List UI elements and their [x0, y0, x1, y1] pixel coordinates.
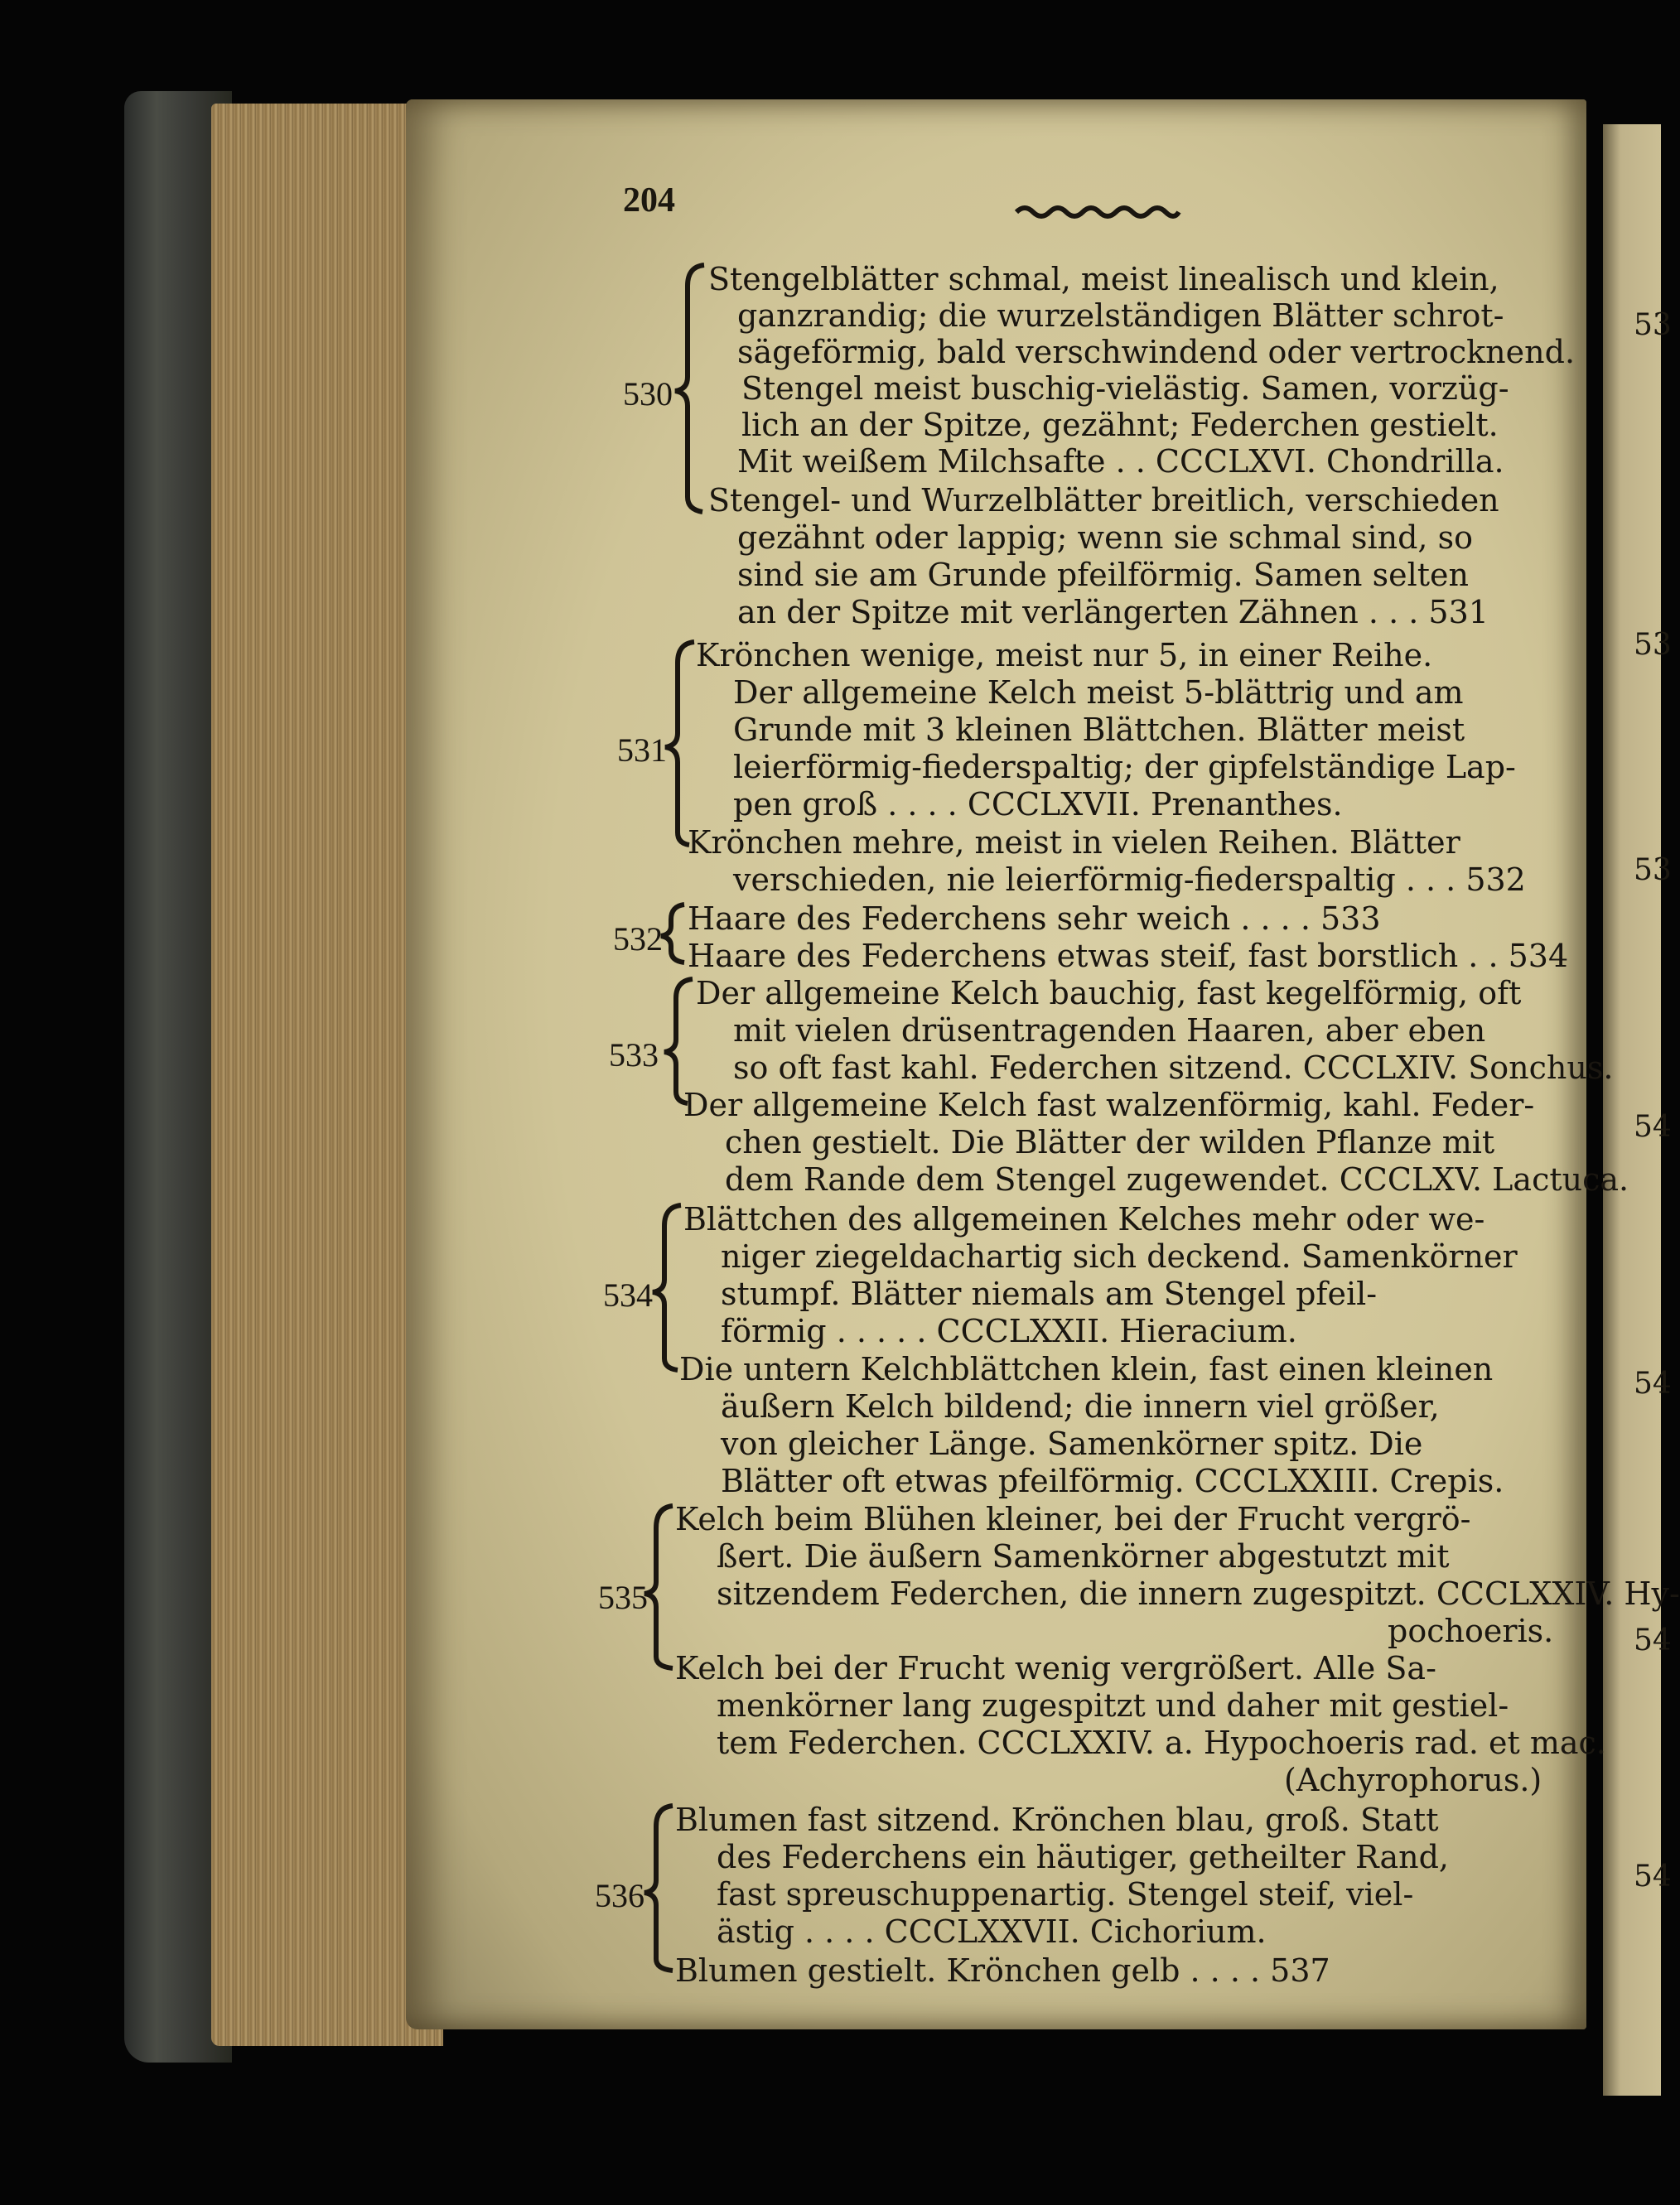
text-line: Der allgemeine Kelch bauchig, fast kegelförmig, oft	[696, 975, 1522, 1011]
brace	[644, 1806, 673, 1971]
couplet-number: 530	[623, 375, 673, 413]
text-line: Blumen fast sitzend. Krönchen blau, groß. Statt	[675, 1802, 1439, 1838]
text-line: Haare des Federchens sehr weich . . . . 533	[688, 900, 1381, 937]
text-line: Stengel meist buschig-vielästig. Samen, vorzüg-	[741, 370, 1509, 407]
page-number: 204	[623, 181, 675, 220]
text-line: sitzendem Federchen, die innern zugespitzt. CCCLXXIV. Hy-	[717, 1575, 1680, 1612]
text-line: lich an der Spitze, gezähnt; Federchen gestielt.	[741, 407, 1499, 443]
text-line: gezähnt oder lappig; wenn sie schmal sind, so	[737, 519, 1473, 556]
text-line: Der allgemeine Kelch meist 5-blättrig und am	[733, 674, 1464, 711]
couplet-number: 535	[598, 1579, 648, 1616]
couplet-number: 532	[613, 920, 663, 958]
text-line: dem Rande dem Stengel zugewendet. CCCLXV. Lactuca.	[725, 1161, 1629, 1198]
text-line: Blumen gestielt. Krönchen gelb . . . . 537	[675, 1952, 1330, 1989]
text-line: Stengelblätter schmal, meist linealisch und klein,	[708, 261, 1499, 297]
text-line: chen gestielt. Die Blätter der wilden Pflanze mit	[725, 1124, 1495, 1160]
facing-page-number: 53	[1634, 853, 1672, 887]
text-line: sind sie am Grunde pfeilförmig. Samen selten	[737, 557, 1469, 593]
text-line: Krönchen wenige, meist nur 5, in einer Reihe.	[696, 637, 1433, 673]
text-line: Stengel- und Wurzelblätter breitlich, verschieden	[708, 482, 1499, 519]
brace	[675, 265, 704, 512]
text-line: ganzrandig; die wurzelständigen Blätter schrot-	[737, 297, 1504, 334]
text-line: verschieden, nie leierförmig-fiederspaltig . . . 532	[733, 861, 1526, 898]
brace	[644, 1506, 673, 1668]
text-line: von gleicher Länge. Samenkörner spitz. Die	[721, 1426, 1423, 1462]
couplet-number: 534	[603, 1276, 653, 1314]
text-line: menkörner lang zugespitzt und daher mit gestiel-	[717, 1687, 1509, 1724]
couplet-number: 533	[609, 1036, 659, 1074]
facing-page-number: 54	[1634, 1624, 1672, 1657]
text-line: förmig . . . . . CCCLXXII. Hieracium.	[721, 1313, 1297, 1349]
text-line: sägeförmig, bald verschwindend oder vertrocknend.	[737, 334, 1576, 370]
brace	[665, 642, 694, 845]
text-line: Blätter oft etwas pfeilförmig. CCCLXXIII. Crepis.	[721, 1463, 1504, 1499]
text-line: Die untern Kelchblättchen klein, fast einen kleinen	[679, 1351, 1494, 1387]
text-line: Blättchen des allgemeinen Kelches mehr oder we-	[683, 1201, 1485, 1238]
text-line: äußern Kelch bildend; die innern viel größer,	[721, 1388, 1440, 1425]
brace	[661, 905, 684, 963]
text-line: pochoeris.	[1388, 1613, 1554, 1649]
text-line: stumpf. Blätter niemals am Stengel pfeil-	[721, 1276, 1378, 1312]
text-line: so oft fast kahl. Federchen sitzend. CCCLXIV. Sonchus.	[733, 1049, 1614, 1086]
text-line: pen groß . . . . CCCLXVII. Prenanthes.	[733, 786, 1343, 823]
text-line: ästig . . . . CCCLXXVII. Cichorium.	[717, 1913, 1267, 1950]
text-line: an der Spitze mit verlängerten Zähnen . . . 531	[737, 594, 1489, 630]
text-line: des Federchens ein häutiger, getheilter Rand,	[717, 1839, 1450, 1875]
couplet-number: 531	[617, 731, 667, 769]
text-line: Grunde mit 3 kleinen Blättchen. Blätter meist	[733, 712, 1465, 748]
text-line: Mit weißem Milchsafte . . CCCLXVI. Chondrilla.	[737, 443, 1504, 480]
text-line: Haare des Federchens etwas steif, fast borstlich . . 534	[688, 938, 1569, 974]
facing-page-number: 53	[1634, 308, 1672, 342]
text-line: leierförmig-fiederspaltig; der gipfelständige Lap-	[733, 749, 1516, 785]
couplet-number: 536	[595, 1877, 644, 1914]
text-line: ßert. Die äußern Samenkörner abgestutzt mit	[717, 1538, 1450, 1575]
text-line: mit vielen drüsentragenden Haaren, aber eben	[733, 1012, 1486, 1049]
text-line: Kelch bei der Frucht wenig vergrößert. Alle Sa-	[675, 1650, 1436, 1686]
text-line: fast spreuschuppenartig. Stengel steif, viel-	[717, 1876, 1414, 1913]
text-line: (Achyrophorus.)	[1284, 1762, 1542, 1798]
text-line: Kelch beim Blühen kleiner, bei der Frucht vergrö-	[675, 1501, 1471, 1537]
text-line: niger ziegeldachartig sich deckend. Samenkörner	[721, 1238, 1518, 1275]
text-line: Krönchen mehre, meist in vielen Reihen. Blätter	[688, 824, 1460, 861]
facing-page-number: 53	[1634, 628, 1672, 662]
text-line: Der allgemeine Kelch fast walzenförmig, kahl. Feder-	[683, 1087, 1535, 1123]
facing-page-number: 54	[1634, 1367, 1672, 1401]
brace	[653, 1205, 681, 1370]
facing-page-number: 54	[1634, 1860, 1672, 1894]
facing-page-number: 54	[1634, 1110, 1672, 1144]
text-line: tem Federchen. CCCLXXIV. a. Hypochoeris rad. et mac.	[717, 1725, 1606, 1761]
brace	[664, 979, 693, 1103]
